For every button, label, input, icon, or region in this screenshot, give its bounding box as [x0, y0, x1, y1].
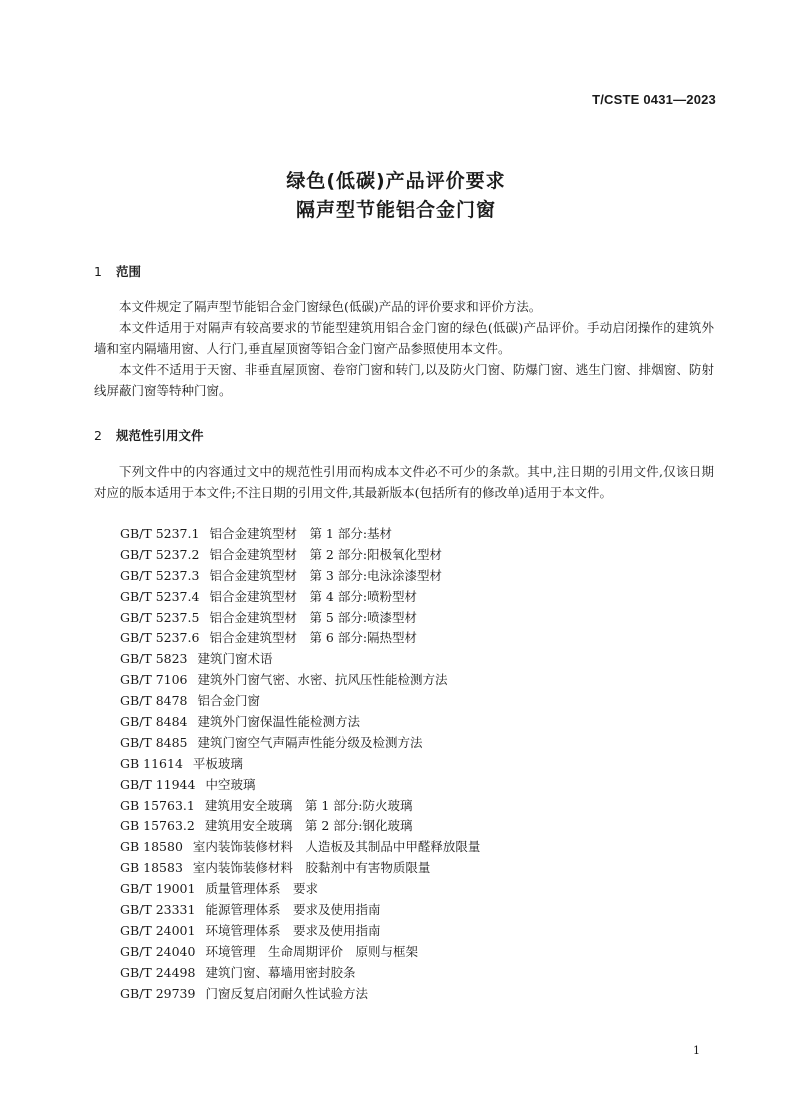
reference-code: GB/T 8478: [120, 693, 188, 709]
reference-code: GB/T 5237.3: [120, 567, 200, 583]
reference-title: 铝合金建筑型材 第 5 部分:喷漆型材: [209, 609, 418, 625]
reference-item: [120, 837, 480, 858]
reference-code: GB/T 19001: [120, 881, 196, 897]
reference-title: 能源管理体系 要求及使用指南: [205, 902, 381, 918]
reference-code: GB/T 24498: [120, 964, 196, 980]
section-title: 范围: [116, 264, 142, 279]
reference-code: GB 15763.1: [120, 797, 195, 813]
reference-list: [120, 524, 480, 1004]
section-number: 1: [94, 264, 102, 279]
reference-item: [120, 879, 480, 900]
paragraph: 本文件适用于对隔声有较高要求的节能型建筑用铝合金门窗的绿色(低碳)产品评价。手动启闭操作的建筑外墙和室内隔墙用窗、人行门,垂直屋顶窗等铝合金门窗产品参照使用本文件。: [94, 320, 714, 356]
reference-title: 建筑门窗空气声隔声性能分级及检测方法: [197, 734, 423, 750]
section-title: 规范性引用文件: [116, 428, 204, 443]
reference-title: 平板玻璃: [192, 755, 243, 771]
reference-item: [120, 545, 480, 566]
reference-item: [120, 733, 480, 754]
reference-item: [120, 670, 480, 691]
reference-item: [120, 712, 480, 733]
reference-title: 铝合金建筑型材 第 1 部分:基材: [209, 526, 393, 541]
reference-item: [120, 628, 480, 649]
paragraph: 本文件不适用于天窗、非垂直屋顶窗、卷帘门窗和转门,以及防火门窗、防爆门窗、逃生门窗、排烟窗、防射线屏蔽门窗等特种门窗。: [94, 362, 714, 398]
reference-code: GB/T 23331: [120, 902, 196, 918]
reference-code: GB/T 8484: [120, 714, 188, 730]
reference-code: GB/T 5237.5: [120, 609, 200, 625]
reference-code: GB/T 8485: [120, 734, 188, 750]
reference-code: GB/T 5237.6: [120, 630, 200, 646]
reference-title: 建筑用安全玻璃 第 1 部分:防火玻璃: [204, 797, 413, 813]
section-1-heading: [94, 262, 141, 280]
reference-code: GB/T 5237.2: [120, 546, 200, 562]
reference-item: [120, 587, 480, 608]
paragraph: 本文件规定了隔声型节能铝合金门窗绿色(低碳)产品的评价要求和评价方法。: [119, 299, 542, 314]
reference-item: [120, 775, 480, 796]
reference-item: [120, 608, 480, 629]
reference-code: GB 18580: [120, 839, 183, 855]
reference-code: GB/T 7106: [120, 672, 188, 688]
reference-item: [120, 900, 480, 921]
reference-item: [120, 796, 480, 817]
reference-code: GB/T 5237.4: [120, 588, 200, 604]
reference-item: [120, 858, 480, 879]
reference-item: [120, 649, 480, 670]
reference-item: [120, 963, 480, 984]
document-title-line2: 隔声型节能铝合金门窗: [295, 199, 496, 221]
reference-item: [120, 921, 480, 942]
reference-code: GB/T 24040: [120, 943, 196, 959]
reference-title: 建筑门窗术语: [197, 651, 273, 667]
reference-code: GB 18583: [120, 860, 183, 876]
reference-code: GB/T 11944: [120, 776, 196, 792]
reference-item: [120, 524, 480, 545]
reference-code: GB 15763.2: [120, 818, 195, 834]
reference-item: [120, 691, 480, 712]
reference-code: GB/T 29739: [120, 985, 196, 1001]
reference-title: 铝合金建筑型材 第 3 部分:电泳涂漆型材: [209, 567, 443, 583]
reference-item: [120, 816, 480, 837]
reference-item: [120, 984, 480, 1005]
reference-code: GB/T 5237.1: [120, 526, 200, 541]
reference-item: [120, 754, 480, 775]
reference-item: [120, 566, 480, 587]
reference-title: 建筑外门窗保温性能检测方法: [197, 714, 361, 730]
reference-title: 质量管理体系 要求: [205, 881, 318, 897]
reference-title: 建筑外门窗气密、水密、抗风压性能检测方法: [197, 672, 448, 688]
section-2-heading: [94, 426, 204, 444]
reference-title: 铝合金建筑型材 第 6 部分:隔热型材: [209, 630, 418, 646]
document-title-line1: 绿色(低碳)产品评价要求: [286, 170, 506, 192]
reference-code: GB 11614: [120, 755, 183, 771]
reference-title: 门窗反复启闭耐久性试验方法: [205, 985, 368, 1001]
reference-title: 中空玻璃: [205, 776, 256, 792]
reference-title: 铝合金建筑型材 第 4 部分:喷粉型材: [209, 588, 418, 604]
reference-title: 建筑用安全玻璃 第 2 部分:钢化玻璃: [204, 818, 413, 834]
reference-title: 室内装饰装修材料 胶黏剂中有害物质限量: [192, 860, 431, 876]
reference-code: GB/T 5823: [120, 651, 188, 667]
reference-title: 铝合金建筑型材 第 2 部分:阳极氧化型材: [209, 546, 443, 562]
section-number: 2: [94, 428, 102, 443]
reference-code: GB/T 24001: [120, 922, 196, 938]
reference-title: 铝合金门窗: [197, 693, 261, 709]
reference-title: 建筑门窗、幕墙用密封胶条: [205, 964, 356, 980]
reference-title: 环境管理 生命周期评价 原则与框架: [205, 943, 418, 959]
reference-title: 室内装饰装修材料 人造板及其制品中甲醛释放限量: [192, 839, 481, 855]
page-number: 1: [693, 1044, 700, 1057]
paragraph: 下列文件中的内容通过文中的规范性引用而构成本文件必不可少的条款。其中,注日期的引用文件,仅该日期对应的版本适用于本文件;不注日期的引用文件,其最新版本(包括所有的修改单)适用于本文件。: [94, 464, 714, 500]
standard-number: T/CSTE 0431—2023: [592, 92, 716, 107]
reference-title: 环境管理体系 要求及使用指南: [205, 922, 381, 938]
reference-item: [120, 942, 480, 963]
